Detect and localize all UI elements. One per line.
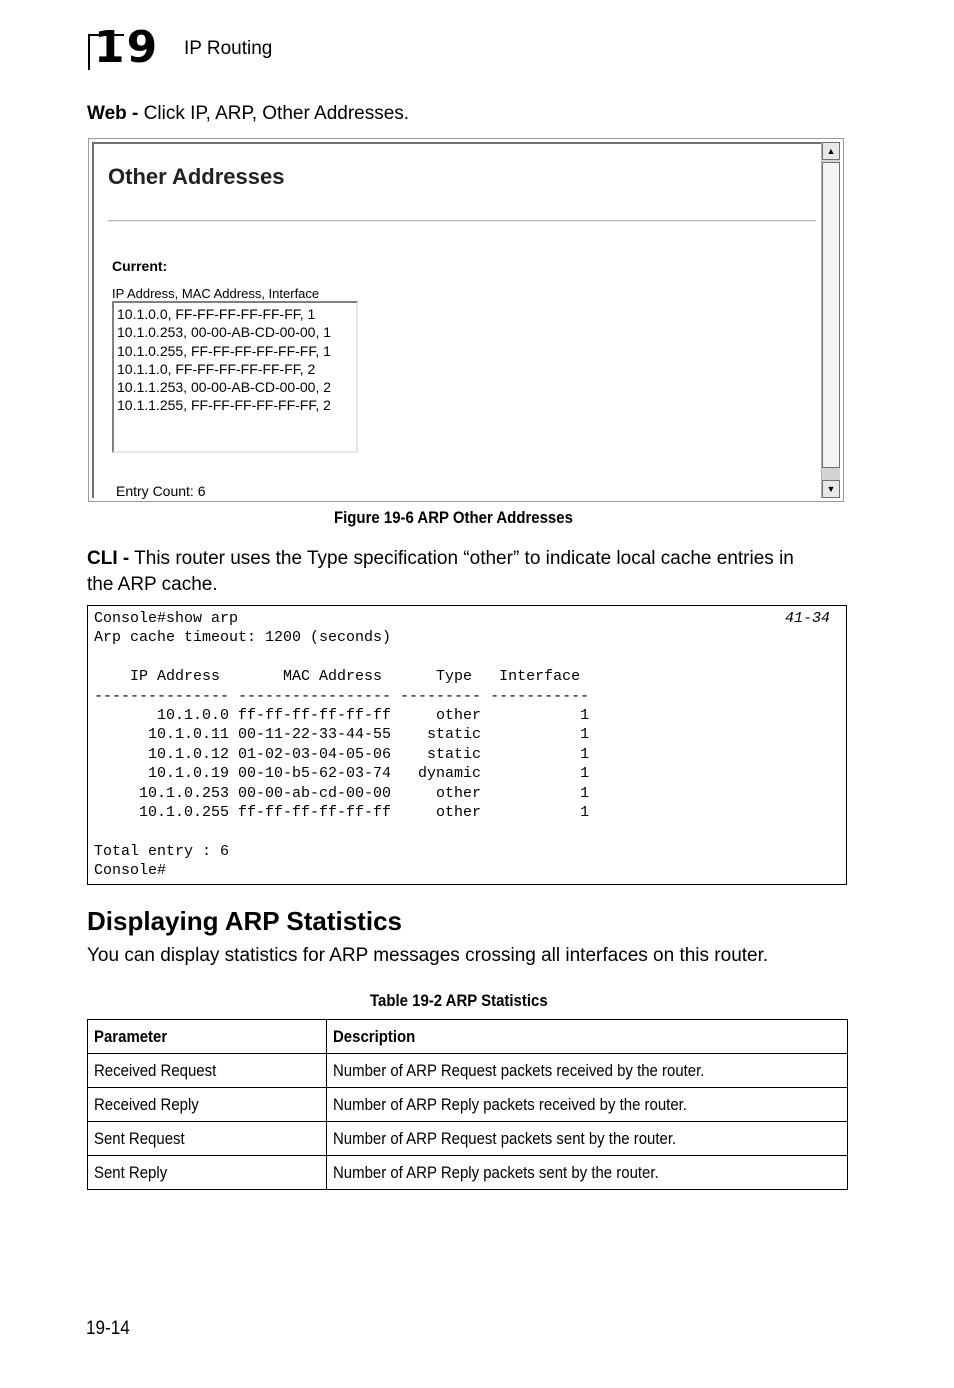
arrow-down-icon[interactable]: ▼ xyxy=(822,480,840,498)
web-text: Click IP, ARP, Other Addresses. xyxy=(138,103,410,124)
cli-output-line: 10.1.0.0 ff-ff-ff-ff-ff-ff other 1 xyxy=(94,706,590,724)
arp-statistics-table xyxy=(87,1019,848,1190)
title-divider xyxy=(108,220,816,222)
parameter-cell: Received Reply xyxy=(88,1088,327,1122)
parameter-cell: Received Request xyxy=(88,1054,327,1088)
columns-label: IP Address, MAC Address, Interface xyxy=(112,286,320,301)
cli-output-line: 10.1.0.12 01-02-03-04-05-06 static 1 xyxy=(94,745,590,763)
command-reference: 41-34 xyxy=(784,610,830,627)
cli-output-lines xyxy=(94,609,589,880)
cli-note xyxy=(87,546,794,598)
cli-text-line1: This router uses the Type specification “other” to indicate local cache entries in xyxy=(129,548,794,569)
arrow-up-icon[interactable]: ▲ xyxy=(822,142,840,160)
entry-count: Entry Count: 6 xyxy=(116,483,206,499)
description-cell: Number of ARP Reply packets received by the router. xyxy=(327,1088,848,1122)
parameter-cell: Sent Reply xyxy=(88,1156,327,1190)
web-instruction xyxy=(87,101,409,127)
cli-output-line: 10.1.0.253 00-00-ab-cd-00-00 other 1 xyxy=(94,784,590,802)
section-intro: You can display statistics for ARP messages crossing all interfaces on this router. xyxy=(87,945,769,966)
cli-output-line: Console# xyxy=(94,862,167,880)
header-description: Description xyxy=(327,1020,848,1054)
description-cell: Number of ARP Reply packets sent by the router. xyxy=(327,1156,848,1190)
table-row xyxy=(88,1054,848,1088)
cli-output-line: IP Address MAC Address Type Interface xyxy=(94,668,581,686)
cli-output-line: Total entry : 6 xyxy=(94,842,230,860)
cli-output-line: Console#show arp xyxy=(94,610,239,627)
screenshot-frame xyxy=(92,142,840,498)
list-item[interactable]: 10.1.0.253, 00-00-AB-CD-00-00, 1 xyxy=(117,324,332,341)
cli-output-line xyxy=(94,648,589,667)
page-number: 19-14 xyxy=(86,1318,130,1339)
table-caption: Table 19-2 ARP Statistics xyxy=(370,991,548,1010)
page-title: Other Addresses xyxy=(108,164,285,189)
cli-output-line: --------------- ----------------- --------- ----------- xyxy=(94,687,590,705)
cli-output-line: 10.1.0.11 00-11-22-33-44-55 static 1 xyxy=(94,726,590,744)
section-heading: Displaying ARP Statistics xyxy=(87,906,402,936)
cli-output-line: Arp cache timeout: 1200 (seconds) xyxy=(94,629,392,647)
vertical-scrollbar[interactable] xyxy=(821,142,840,498)
web-label: Web - xyxy=(87,103,139,124)
chapter-number: 19 xyxy=(94,22,160,73)
other-addresses-screenshot xyxy=(88,138,844,502)
table-body xyxy=(88,1054,848,1190)
table-header-row xyxy=(88,1020,848,1054)
cli-output-line: 10.1.0.19 00-10-b5-62-03-74 dynamic 1 xyxy=(94,765,590,783)
parameter-cell: Sent Request xyxy=(88,1122,327,1156)
list-item[interactable]: 10.1.0.255, FF-FF-FF-FF-FF-FF, 1 xyxy=(117,342,331,359)
description-cell: Number of ARP Request packets received by the router. xyxy=(327,1054,848,1088)
cli-output-line xyxy=(94,822,589,841)
list-item[interactable]: 10.1.0.0, FF-FF-FF-FF-FF-FF, 1 xyxy=(117,306,316,322)
table-row xyxy=(88,1088,848,1122)
description-cell: Number of ARP Request packets sent by the router. xyxy=(327,1122,848,1156)
header-parameter: Parameter xyxy=(88,1020,327,1054)
scrollbar-thumb[interactable] xyxy=(822,162,840,468)
chapter-title: IP Routing xyxy=(184,38,273,59)
cli-label: CLI - xyxy=(87,548,130,569)
address-listbox[interactable] xyxy=(112,301,358,453)
cli-output-box xyxy=(87,605,847,885)
list-item[interactable]: 10.1.1.255, FF-FF-FF-FF-FF-FF, 2 xyxy=(117,397,331,414)
table-row xyxy=(88,1156,848,1190)
table-row xyxy=(88,1122,848,1156)
cli-text-line2: the ARP cache. xyxy=(87,574,218,595)
current-label: Current: xyxy=(112,258,168,274)
list-item[interactable]: 10.1.1.253, 00-00-AB-CD-00-00, 2 xyxy=(117,379,332,396)
cli-output-line: 10.1.0.255 ff-ff-ff-ff-ff-ff other 1 xyxy=(94,803,590,821)
list-item[interactable]: 10.1.1.0, FF-FF-FF-FF-FF-FF, 2 xyxy=(117,360,316,377)
figure-caption: Figure 19-6 ARP Other Addresses xyxy=(334,508,573,527)
